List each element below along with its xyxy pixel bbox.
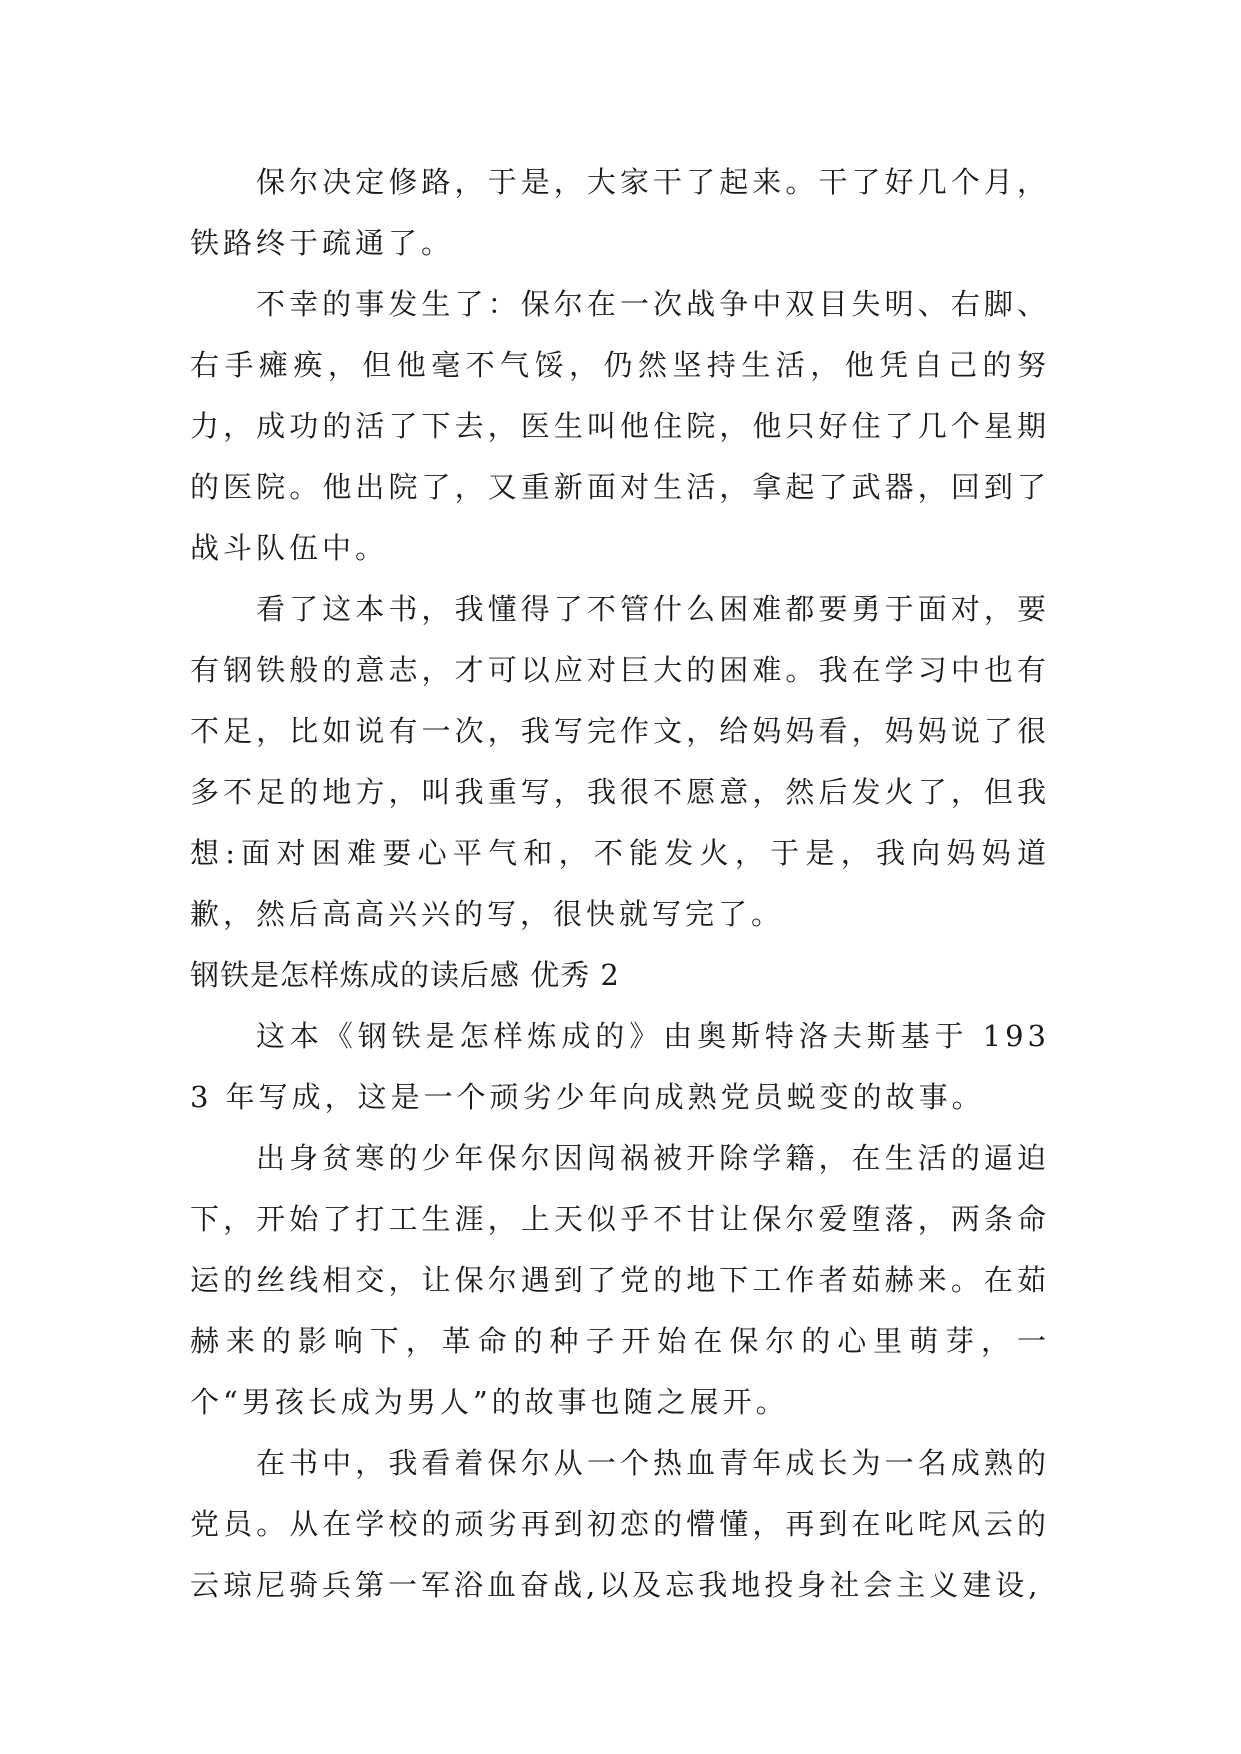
section-heading: 钢铁是怎样炼成的读后感 优秀 2: [190, 958, 620, 992]
paragraph-growth: 在书中，我看着保尔从一个热血青年成长为一名成熟的党员。从在学校的顽劣再到初恋的懵懂，再到在叱咤风云的云琼尼骑兵第一军浴血奋战,以及忘我地投身社会主义建设,: [190, 1446, 1050, 1602]
paragraph-road-repair: 保尔决定修路，于是，大家干了起来。干了好几个月，铁路终于疏通了。: [190, 165, 1050, 260]
paragraph-book-intro: 这本《钢铁是怎样炼成的》由奥斯特洛夫斯基于 1933 年写成，这是一个顽劣少年向成熟党员蜕变的故事。: [190, 1019, 1050, 1114]
paragraph-misfortune: 不幸的事发生了：保尔在一次战争中双目失明、右脚、右手瘫痪，但他毫不气馁，仍然坚持生活，他凭自己的努力，成功的活了下去，医生叫他住院，他只好住了几个星期的医院。他出院了，又重新面对生活，拿起了武器，回到了战斗队伍中。: [190, 287, 1050, 565]
document-page: [190, 152, 1050, 1616]
paragraph-pavel-youth: 出身贫寒的少年保尔因闯祸被开除学籍，在生活的逼迫下，开始了打工生涯，上天似乎不甘让保尔爱堕落，两条命运的丝线相交，让保尔遇到了党的地下工作者茹赫来。在茹赫来的影响下，革命的种子开始在保尔的心里萌芽，一个“男孩长成为男人”的故事也随之展开。: [190, 1141, 1050, 1419]
paragraph-reflection: 看了这本书，我懂得了不管什么困难都要勇于面对，要有钢铁般的意志，才可以应对巨大的困难。我在学习中也有不足，比如说有一次，我写完作文，给妈妈看，妈妈说了很多不足的地方，叫我重写，我很不愿意，然后发火了，但我想:面对困难要心平气和，不能发火，于是，我向妈妈道歉，然后高高兴兴的写，很快就写完了。: [190, 592, 1050, 931]
